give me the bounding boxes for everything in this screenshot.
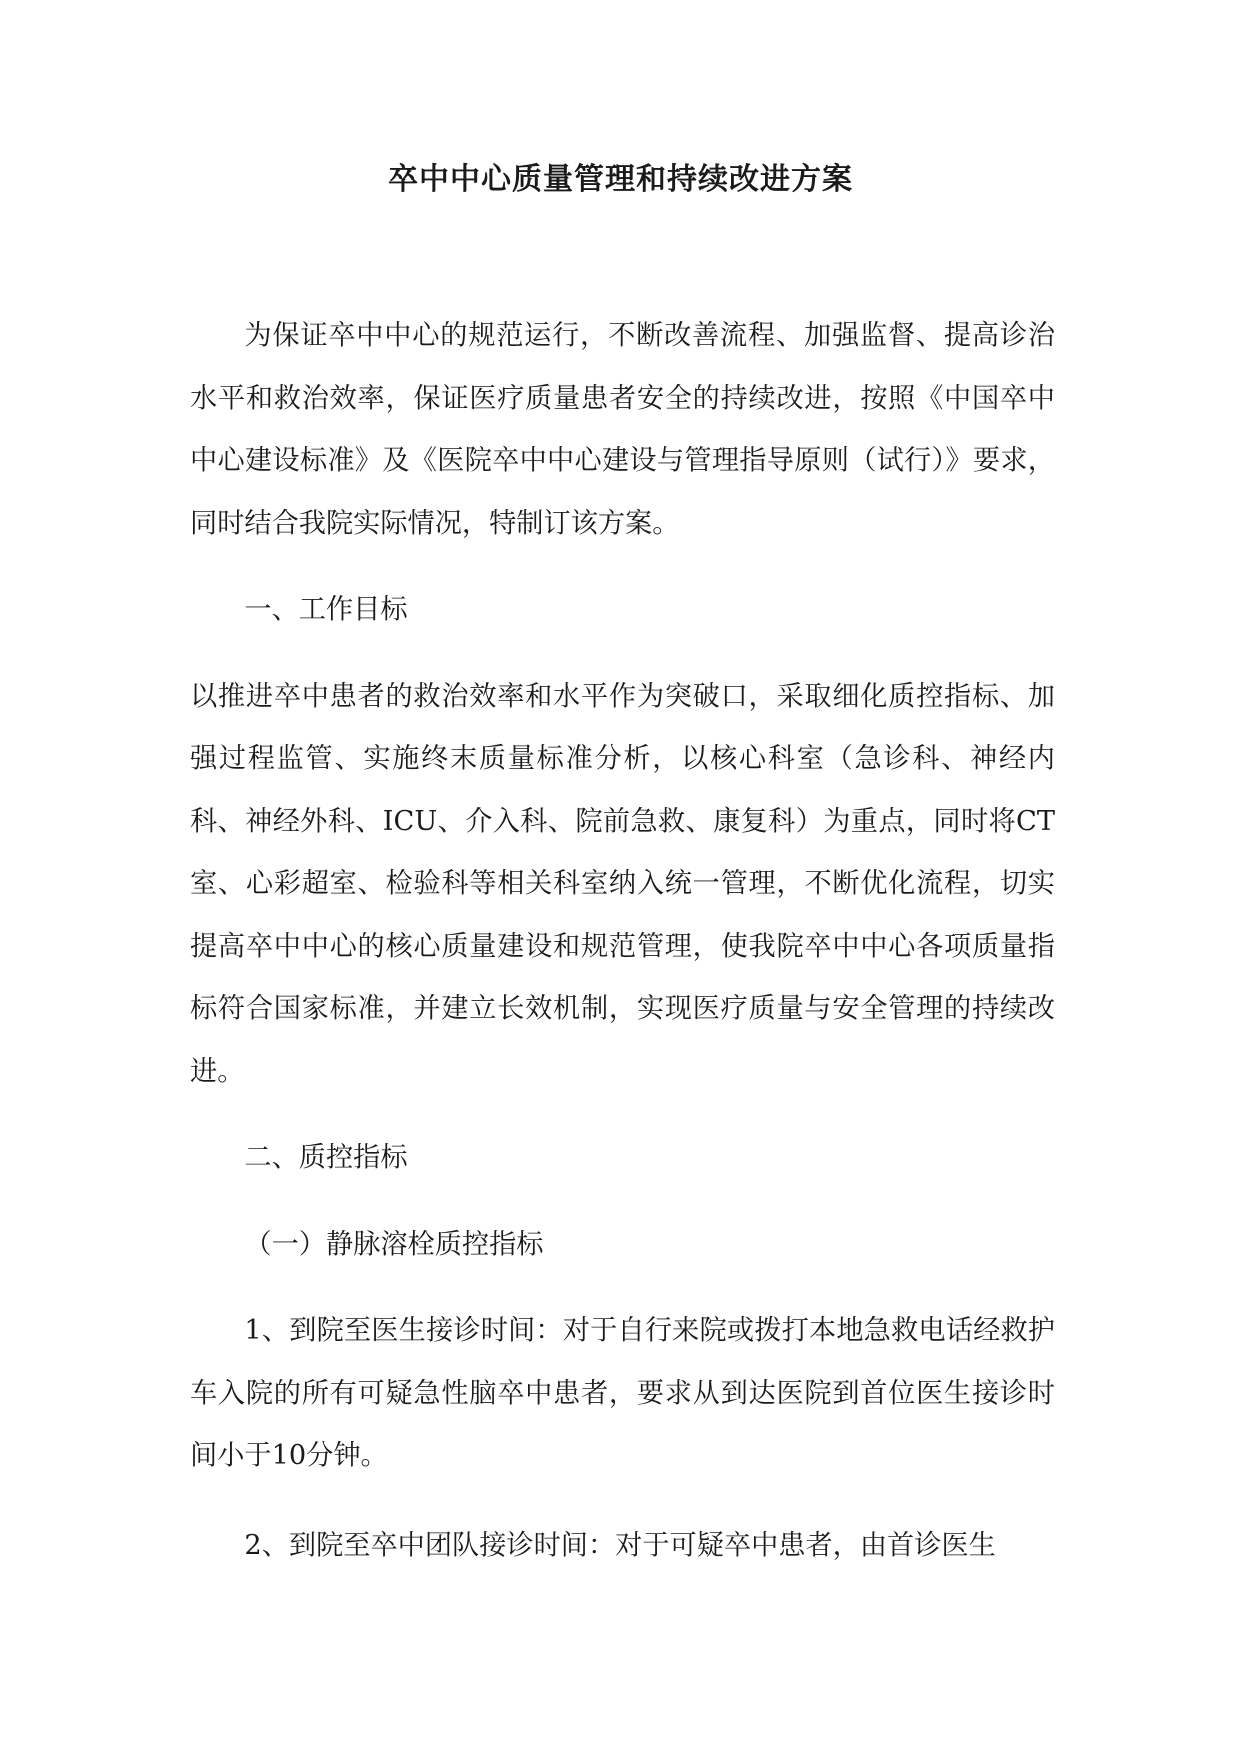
indicator-item-2: 2、到院至卒中团队接诊时间：对于可疑卒中患者，由首诊医生 [244,1529,996,1561]
section-heading-goals: 一、工作目标 [244,594,408,625]
document-title: 卒中中心质量管理和持续改进方案 [388,162,853,197]
indicator-item-1: 1、到院至医生接诊时间：对于自行来院或拨打本地急救电话经救护车入院的所有可疑急性脑卒中患者，要求从到达医院到首位医生接诊时间小于10分钟。 [190,1315,1055,1471]
goals-paragraph: 以推进卒中患者的救治效率和水平作为突破口，采取细化质控指标、加强过程监管、实施终末质量标准分析，以核心科室（急诊科、神经内科、神经外科、ICU、介入科、院前急救、康复科）为重点，同时将CT室、心彩超室、检验科等相关科室纳入统一管理，不断优化流程，切实提高卒中中心的核心质量建设和规范管理，使我院卒中中心各项质量指标符合国家标准，并建立长效机制，实现医疗质量与安全管理的持续改进。 [190,680,1055,1087]
document-body [190,305,1055,1577]
subsection-heading-thrombolysis: （一）静脉溶栓质控指标 [244,1228,544,1260]
section-heading-indicators: 二、质控指标 [244,1142,408,1173]
intro-paragraph: 为保证卒中中心的规范运行，不断改善流程、加强监督、提高诊治水平和救治效率，保证医疗质量患者安全的持续改进，按照《中国卒中中心建设标准》及《医院卒中中心建设与管理指导原则（试行）》要求，同时结合我院实际情况，特制订该方案。 [190,320,1055,539]
